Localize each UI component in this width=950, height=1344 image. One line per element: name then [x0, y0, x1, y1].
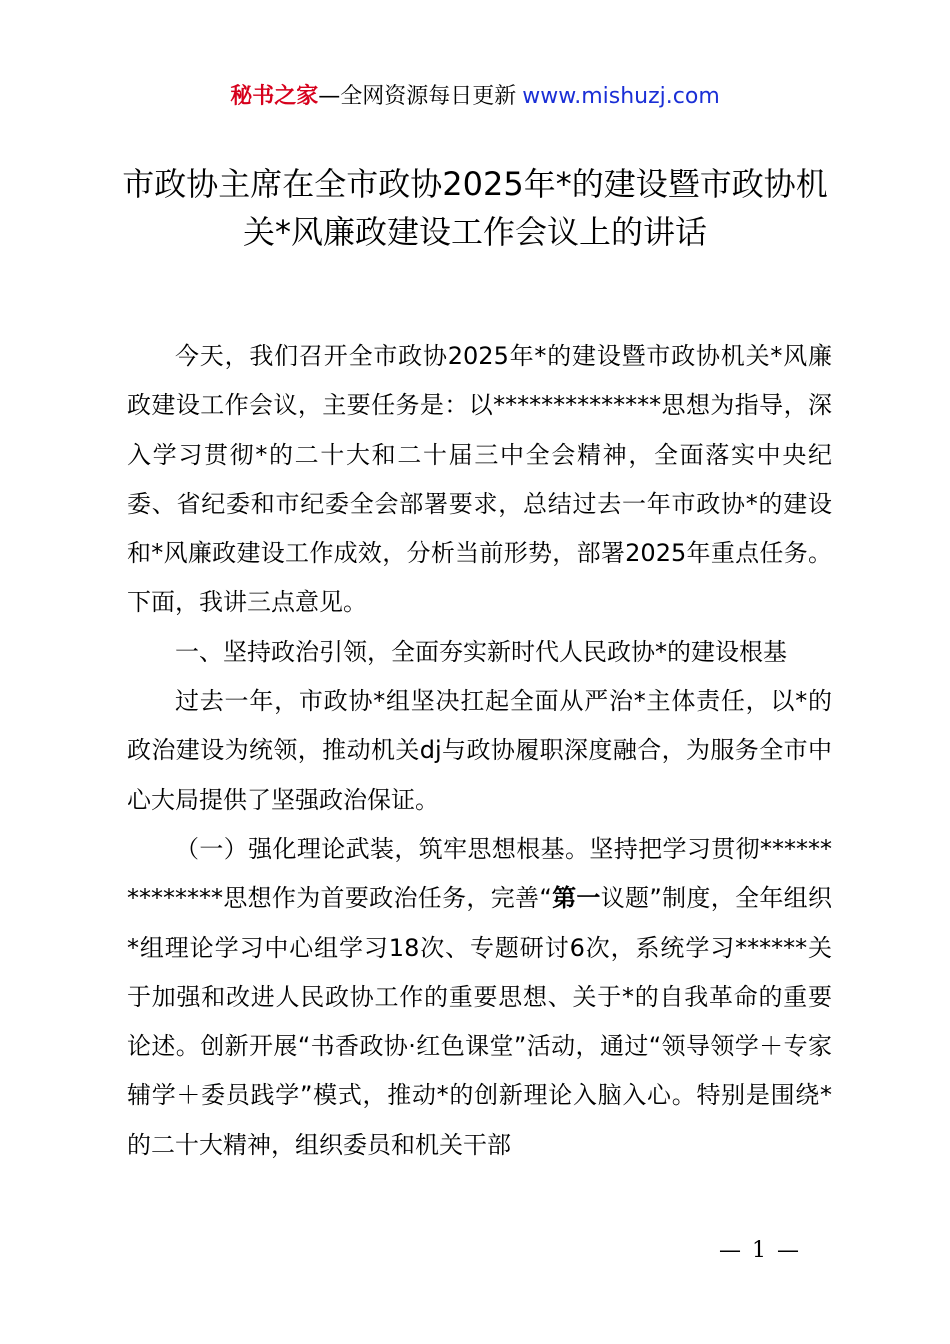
page-number: — 1 — [719, 1238, 801, 1263]
section-heading-1: 一、坚持政治引领，全面夯实新时代人民政协*的建设根基 [175, 637, 787, 666]
section-1-paragraph: 过去一年，市政协*组坚决扛起全面从严治*主体责任，以*的政治建设为统领，推动机关dj与政协履职深度融合，为服务全市中心大局提供了坚强政治保证。 [127, 687, 832, 814]
header-tagline: —全网资源每日更新 [318, 84, 517, 109]
brand-name: 秘书之家 [230, 84, 319, 109]
site-header [0, 80, 950, 114]
subsection-1-paragraph [127, 825, 832, 1170]
subsection-1-text-b: 议题”制度，全年组织*组理论学习中心组学习18次、专题研讨6次，系统学习******关于加强和改进人民政协工作的重要思想、关于*的自我革命的重要论述。创新开展“书香政协·红色课堂”活动，通过“领导领学＋专家辅学＋委员践学”模式，推动*的创新理论入脑入心。特别是围绕*的二十大精神，组织委员和机关干部 [127, 884, 832, 1159]
site-url-link[interactable]: www.mishuzj.com [522, 84, 720, 109]
intro-paragraph: 今天，我们召开全市政协2025年*的建设暨市政协机关*风廉政建设工作会议，主要任务是：以**************思想为指导，深入学习贯彻*的二十大和二十届三中全会精神，全面落实中央纪委、省纪委和市纪委全会部署要求，总结过去一年市政协*的建设和*风廉政建设工作成效，分析当前形势，部署2025年重点任务。下面，我讲三点意见。 [127, 342, 832, 617]
subsection-1-bold-text: 第一 [551, 884, 601, 913]
document-body [127, 332, 832, 1170]
document-title: 市政协主席在全市政协2025年*的建设暨市政协机关*风廉政建设工作会议上的讲话 [122, 165, 828, 251]
subsection-1-text-a: （一）强化理论武装，筑牢思想根基。坚持把学习贯彻**************思想作为首要政治任务，完善“ [127, 834, 832, 913]
